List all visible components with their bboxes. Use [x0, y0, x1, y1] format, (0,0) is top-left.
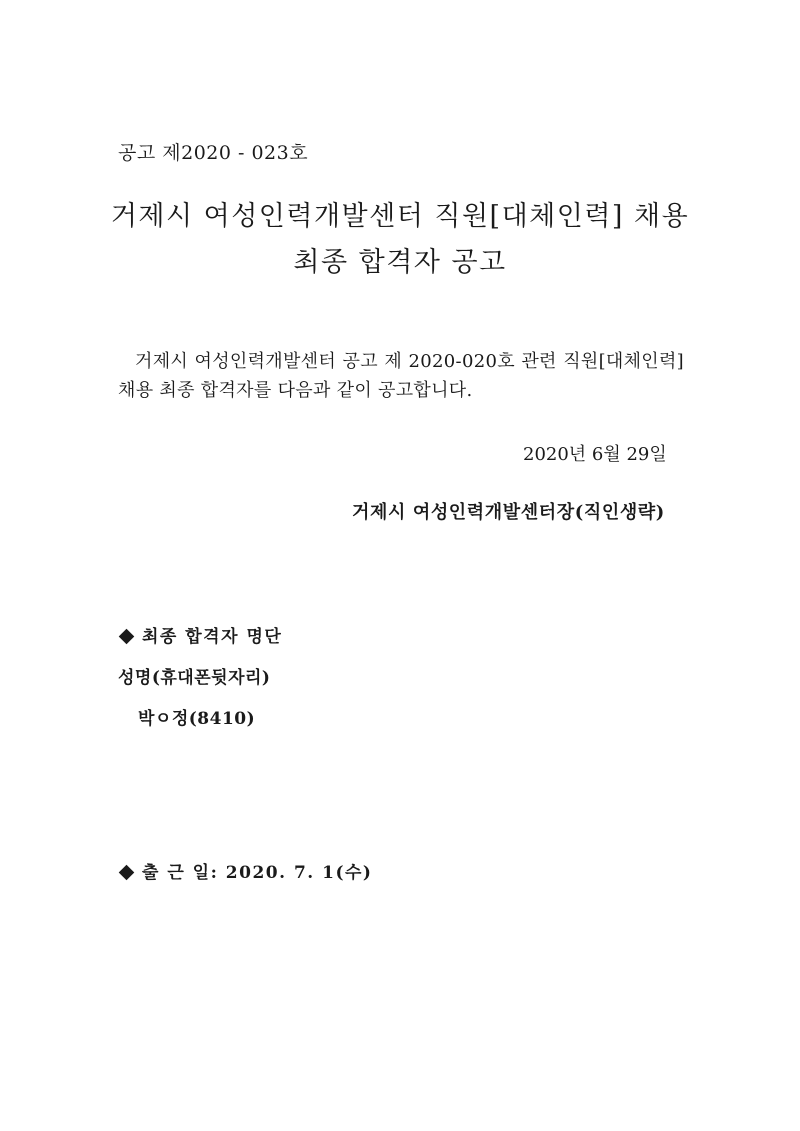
notice-title-line1: 거제시 여성인력개발센터 직원[대체인력] 채용: [110, 201, 690, 232]
diamond-bullet-icon: [119, 629, 135, 645]
start-date-text: 출 근 일: 2020. 7. 1(수): [142, 863, 373, 883]
start-date-heading: [118, 858, 372, 883]
final-list-heading-text: 최종 합격자 명단: [142, 627, 283, 647]
diamond-bullet-icon: [119, 865, 135, 881]
notice-body: 거제시 여성인력개발센터 공고 제 2020-020호 관련 직원[대체인력] 채용 최종 합격자를 다음과 같이 공고합니다.: [118, 351, 684, 401]
winner-entry: 박ㅇ정(8410): [138, 709, 256, 729]
notice-issuer: 거제시 여성인력개발센터장(직인생략): [352, 502, 665, 523]
final-list-heading: [118, 622, 282, 647]
notice-date: 2020년 6월 29일: [523, 444, 667, 465]
notice-number: 공고 제2020 - 023호: [118, 142, 309, 164]
name-column-label: 성명(휴대폰뒷자리): [118, 668, 271, 688]
notice-title-line2: 최종 합격자 공고: [293, 247, 507, 278]
